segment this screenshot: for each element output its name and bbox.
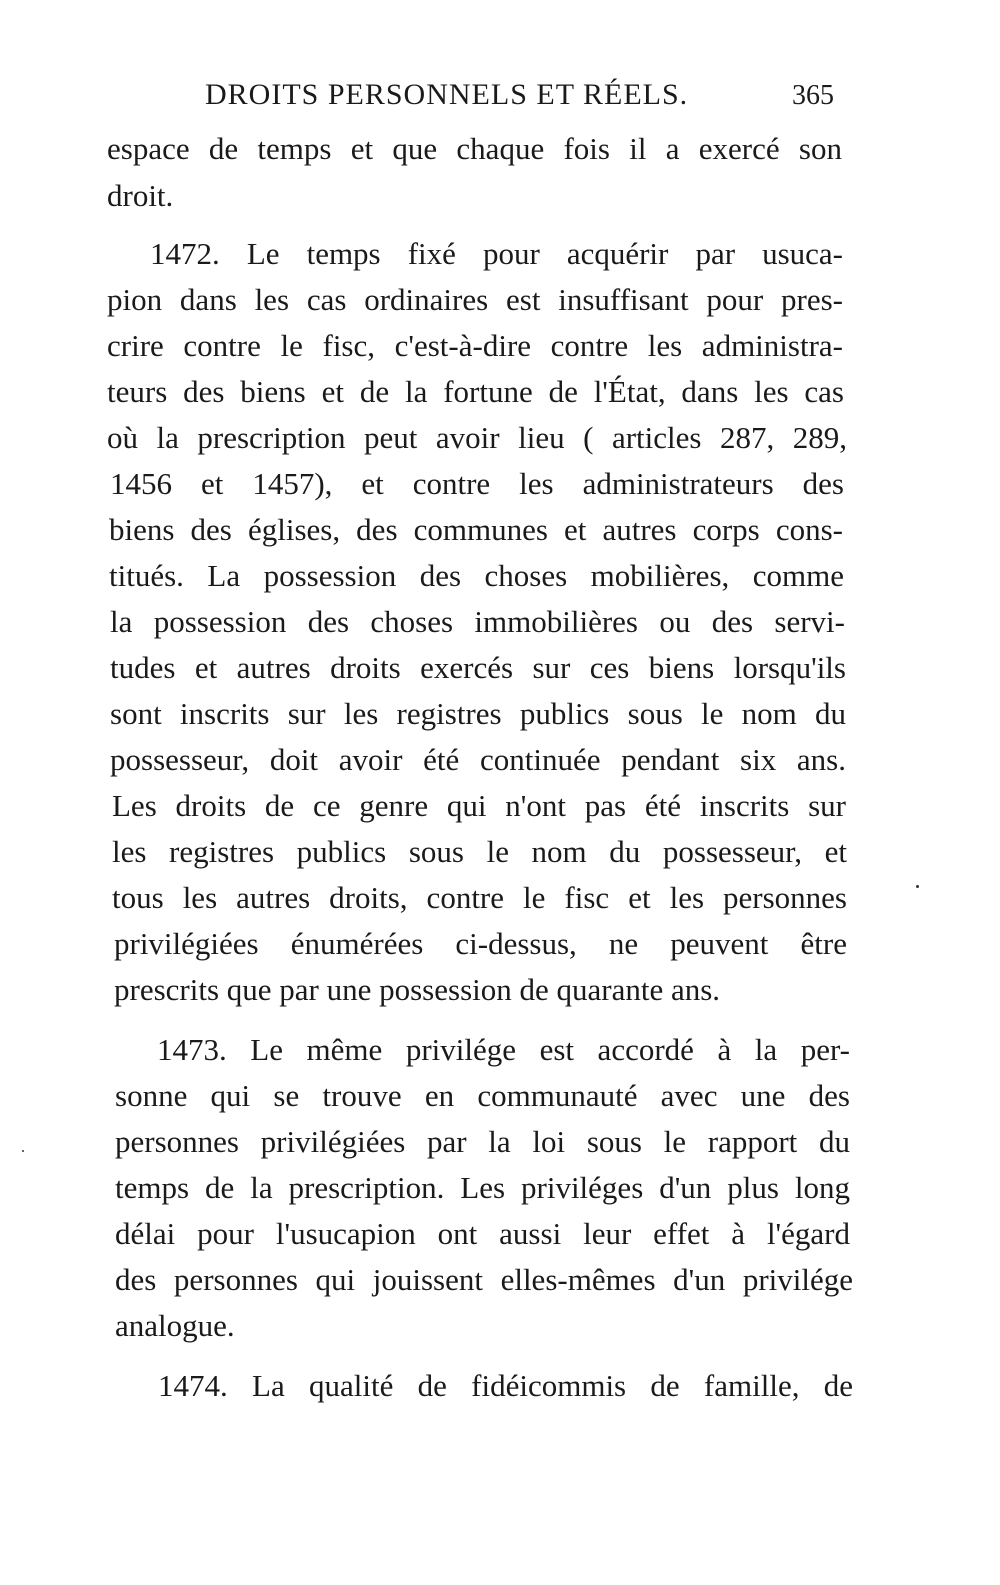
text-line: tous les autres droits, contre le fisc et les personnes [112,880,847,915]
text-line: prescrits que par une possession de quarante ans. [114,972,721,1007]
text-line: Les droits de ce genre qui n'ont pas été inscrits sur [112,788,846,823]
text-line: la possession des choses immobilières ou des servi- [110,604,845,639]
text-line: teurs des biens et de la fortune de l'État, dans les cas [107,374,844,409]
text-line: biens des églises, des communes et autres corps cons- [109,512,843,547]
text-line: possesseur, doit avoir été continuée pendant six ans. [110,742,846,777]
print-speck [22,1150,24,1152]
text-line: crire contre le fisc, c'est-à-dire contre les administra- [107,328,843,363]
text-line: pion dans les cas ordinaires est insuffisant pour pres- [107,282,843,317]
text-line: les registres publics sous le nom du possesseur, et [112,834,847,869]
text-line: analogue. [115,1308,235,1343]
text-line: tudes et autres droits exercés sur ces biens lorsqu'ils [110,650,846,685]
page-number: 365 [792,80,834,111]
text-line: espace de temps et que chaque fois il a exercé son [107,131,842,166]
text-line: privilégiées énumérées ci-dessus, ne peuvent être [114,926,847,961]
text-line: droit. [107,178,174,213]
text-line: temps de la prescription. Les priviléges d'un plus long [115,1170,850,1205]
running-title: DROITS PERSONNELS ET RÉELS. [205,78,689,111]
text-line: 1473. Le même privilége est accordé à la per- [157,1032,850,1067]
text-line: sont inscrits sur les registres publics sous le nom du [110,696,846,731]
text-line: où la prescription peut avoir lieu ( articles 287, 289, [107,420,847,455]
text-line: sonne qui se trouve en communauté avec une des [115,1078,850,1113]
text-line: personnes privilégiées par la loi sous le rapport du [115,1124,850,1159]
text-line: 1456 et 1457), et contre les administrateurs des [110,466,844,501]
text-line: délai pour l'usucapion ont aussi leur effet à l'égard [115,1216,850,1251]
text-line: titués. La possession des choses mobilières, comme [109,558,844,593]
text-line: 1472. Le temps fixé pour acquérir par usuca- [150,236,843,271]
text-line: 1474. La qualité de fidéicommis de famille, de [158,1368,853,1403]
print-speck [916,885,919,888]
text-line: des personnes qui jouissent elles-mêmes d'un privilége [115,1262,853,1297]
